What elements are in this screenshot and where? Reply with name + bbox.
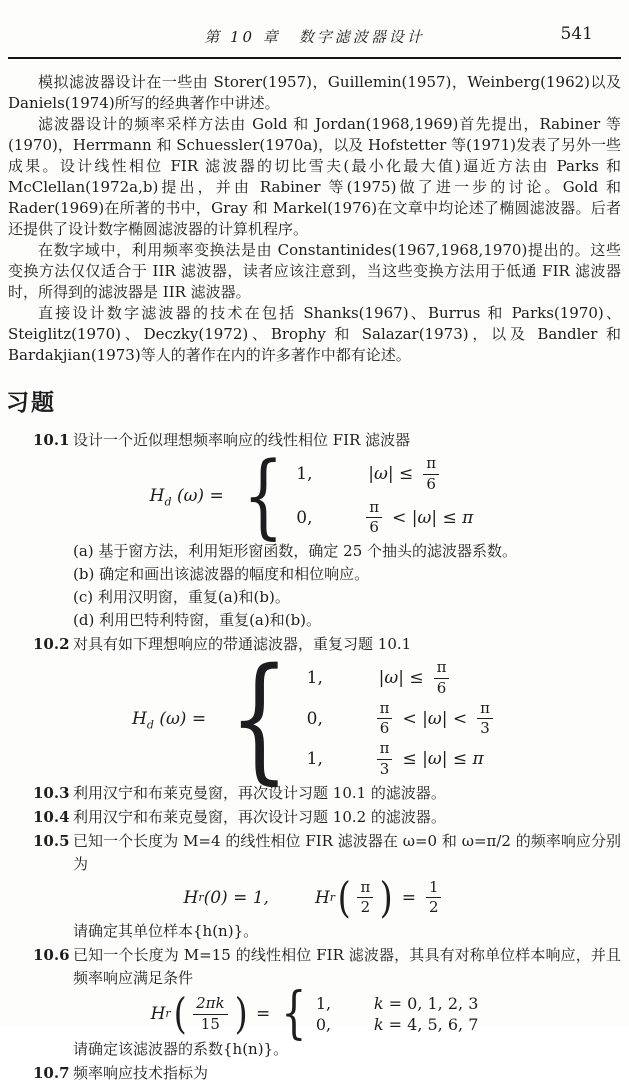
fraction <box>423 456 439 493</box>
fraction <box>377 741 393 778</box>
fraction-numerator: π <box>434 660 450 679</box>
problem-followup: 请确定其单位样本{h(n)}。 <box>73 922 259 940</box>
math-lhs: H r ( $\frac{2\pi k}{15}$ ) = <box>150 989 271 1038</box>
problem-text: 对具有如下理想响应的带通滤波器，重复习题 10.1 <box>73 635 412 653</box>
fraction-denominator: 6 <box>426 474 436 493</box>
fraction <box>434 660 450 697</box>
case-condition <box>373 698 497 738</box>
fraction <box>357 877 373 917</box>
problem-text: 已知一个长度为 M=4 的线性相位 FIR 滤波器在 ω=0 和 ω=π/2 的频率响应分别为 <box>73 831 621 873</box>
page-number: 541 <box>560 24 593 44</box>
condition-text: < |ω| ≤ π <box>392 507 474 528</box>
fraction-denominator: 3 <box>480 719 490 738</box>
condition-text: = 0, 1, 2, 3 <box>388 994 479 1013</box>
condition-text: |ω| ≤ <box>378 668 424 689</box>
page-header <box>8 0 621 48</box>
fraction-numerator: π <box>366 500 382 519</box>
problem-number: 10.6 <box>33 946 70 964</box>
problem-item-10-2 <box>8 633 621 656</box>
fraction-numerator: 1 <box>426 880 442 899</box>
case-condition <box>373 660 454 697</box>
fraction-denominator: 6 <box>379 719 390 738</box>
case-row <box>296 456 479 493</box>
problem-number: 10.7 <box>33 1064 70 1082</box>
case-condition <box>374 1015 479 1034</box>
problem-subitem-c: (c) 利用汉明窗，重复(a)和(b)。 <box>73 588 290 606</box>
problem-number: 10.4 <box>33 807 70 826</box>
cases-rows <box>296 456 479 536</box>
math-var: H <box>183 887 199 908</box>
problem-text: 频率响应技术指标为 <box>73 1064 209 1082</box>
condition-text: < |ω| < <box>402 708 468 729</box>
math-var: k <box>373 994 384 1013</box>
case-value: 1, <box>296 464 313 485</box>
case-row <box>306 698 497 738</box>
condition-text: = 4, 5, 6, 7 <box>388 1015 479 1034</box>
problem-number: 10.2 <box>33 635 70 653</box>
fraction <box>477 698 493 738</box>
problem-text: 利用汉宁和布莱克曼窗，再次设计习题 10.1 的滤波器。 <box>73 783 446 802</box>
fraction-numerator: π <box>477 701 493 720</box>
math-args: (ω) = <box>159 708 207 729</box>
problem-subitem-d: (d) 利用巴特利特窗，重复(a)和(b)。 <box>73 611 322 629</box>
cases-rows <box>307 660 497 778</box>
case-condition <box>373 741 490 778</box>
case-value: 0, <box>296 507 313 528</box>
case-row <box>296 497 479 537</box>
math-args: (0) = 1, <box>203 887 269 908</box>
fraction-numerator: π <box>423 456 439 475</box>
math-var: H <box>150 1004 166 1024</box>
fraction <box>366 497 382 537</box>
intro-paragraph-3: 在数字域中，利用频率变换法是由 Constantinides(1967,1968,1970)提出的。这些变换方法仅仅适合于 IIR 滤波器，读者应该注意到，当这些变换方法用于低通 FIR 滤波器时，所得到的滤波器是 IIR 滤波器。 <box>8 241 621 301</box>
problem-text: 设计一个近似理想频率响应的线性相位 FIR 滤波器 <box>73 431 411 449</box>
problem-item-10-4 <box>8 806 621 829</box>
math-subscript: d <box>146 718 154 732</box>
math-equation: H r (0) = 1, <box>183 887 269 908</box>
math-var: H <box>314 887 330 908</box>
case-row <box>316 1015 479 1034</box>
fraction-denominator: 2 <box>428 898 439 917</box>
problem-item-10-6 <box>8 944 621 990</box>
case-condition <box>362 456 443 493</box>
problem-item-10-5 <box>8 830 621 876</box>
intro-paragraph-2: 滤波器设计的频率采样方法由 Gold 和 Jordan(1968,1969)首先提出，Rabiner 等(1970)，Herrmann 和 Schuessler(1970a)，以及 Hofstetter 等(1971)发表了另外一些成果。设计线性相位 FIR 滤波器的切比雪夫(最小化最大值)逼近方法由 Parks 和 McClellan(1972a,b)提出，并由 Rabiner 等(1975)做了进一步的讨论。Gold 和 Rader(1969)在所著的书中，Gray 和 Markel(1976)在文章中均论述了椭圆滤波器。后者还提供了设计数字椭圆滤波器的计算机程序。 <box>8 115 621 238</box>
case-value: 0, <box>306 708 323 729</box>
fraction <box>426 877 442 917</box>
math-lhs <box>149 486 224 509</box>
formula-10-5 <box>8 872 621 922</box>
problem-text: 已知一个长度为 M=15 的线性相位 FIR 滤波器，其具有对称单位样本响应，并且频率响应满足条件 <box>73 946 621 987</box>
equals-sign: = <box>255 1004 271 1024</box>
math-var: H <box>149 486 165 506</box>
equals-sign: = <box>401 887 416 908</box>
case-value: 1, <box>306 668 323 689</box>
fraction-numerator: π <box>377 701 393 720</box>
case-row <box>307 741 497 778</box>
condition-text: |ω| ≤ <box>368 464 414 485</box>
problem-item-10-1 <box>8 429 621 452</box>
case-row <box>307 660 497 697</box>
fraction-denominator: 6 <box>369 518 379 537</box>
header-rule <box>8 57 621 59</box>
formula-10-1: $H_d$ (ω) = { 1, |ω| ≤ $\frac{\pi}{6}$ 0, $\frac{\pi}{6}$ < |ω| ≤ π <box>8 456 621 536</box>
section-title: 习题 <box>6 390 56 416</box>
case-value: 1, <box>315 994 332 1013</box>
cases-rows <box>316 994 479 1034</box>
problem-followup: 请确定该滤波器的系数{h(n)}。 <box>73 1040 289 1058</box>
math-args: (ω) = <box>176 486 224 506</box>
case-condition <box>374 994 479 1013</box>
problem-subitem-b: (b) 确定和画出该滤波器的幅度和相位响应。 <box>73 565 370 583</box>
intro-paragraph-1: 模拟滤波器设计在一些由 Storer(1957)，Guillemin(1957)，Weinberg(1962)以及 Daniels(1974)所写的经典著作中讲述。 <box>8 73 621 112</box>
case-condition <box>362 497 479 537</box>
math-var: H <box>132 708 147 729</box>
case-value: 1, <box>306 749 323 770</box>
fraction-denominator: 15 <box>200 1014 220 1033</box>
fraction-denominator: 6 <box>436 678 447 697</box>
fraction-denominator: 3 <box>379 759 390 778</box>
fraction-numerator: 2πk <box>193 996 228 1015</box>
fraction <box>193 993 228 1033</box>
fraction-numerator: π <box>357 880 373 899</box>
case-row <box>316 994 479 1013</box>
fraction-numerator: π <box>377 741 393 760</box>
formula-10-2: $H_d$ (ω) = { 1, |ω| ≤ $\frac{\pi}{6}$ 0, $\frac{\pi}{6}$ < |ω| < $\frac{\pi}{3}$ 1, $\frac{\pi}{3}$ ≤ |ω| ≤ π <box>8 660 621 778</box>
math-equation: H r ( $\frac{\pi}{2}$ ) = $\frac{1}{2}$ <box>315 880 446 917</box>
formula-10-6: H r ( $\frac{2\pi k}{15}$ ) = { 1, k = 0, 1, 2, 3 0, k = 4, 5, 6, 7 <box>150 981 479 1046</box>
problem-text: 利用汉宁和布莱克曼窗，再次设计习题 10.2 的滤波器。 <box>73 807 446 826</box>
problem-subitem-a: (a) 基于窗方法，利用矩形窗函数，确定 25 个抽头的滤波器系数。 <box>73 542 518 560</box>
running-title: 第 10 章 数字滤波器设计 <box>204 28 425 46</box>
problem-item-10-7 <box>8 1062 621 1085</box>
fraction-denominator: 2 <box>360 898 371 917</box>
math-lhs <box>132 708 207 732</box>
math-var: k <box>373 1015 384 1034</box>
intro-paragraph-4: 直接设计数字滤波器的技术在包括 Shanks(1967)、Burrus 和 Parks(1970)、Steiglitz(1970)、Deczky(1972)、Brophy 和 Salazar(1973)，以及 Bandler 和 Bardakjian(1973)等人的著作在内的许多著作中都有论述。 <box>8 304 621 364</box>
case-value: 0, <box>315 1015 332 1034</box>
fraction <box>377 698 393 738</box>
problem-number: 10.5 <box>33 831 70 850</box>
math-subscript: d <box>164 495 172 509</box>
problem-number: 10.1 <box>33 431 70 449</box>
problem-item-10-3 <box>8 782 621 805</box>
problem-number: 10.3 <box>33 783 70 802</box>
condition-text: ≤ |ω| ≤ π <box>402 749 484 770</box>
